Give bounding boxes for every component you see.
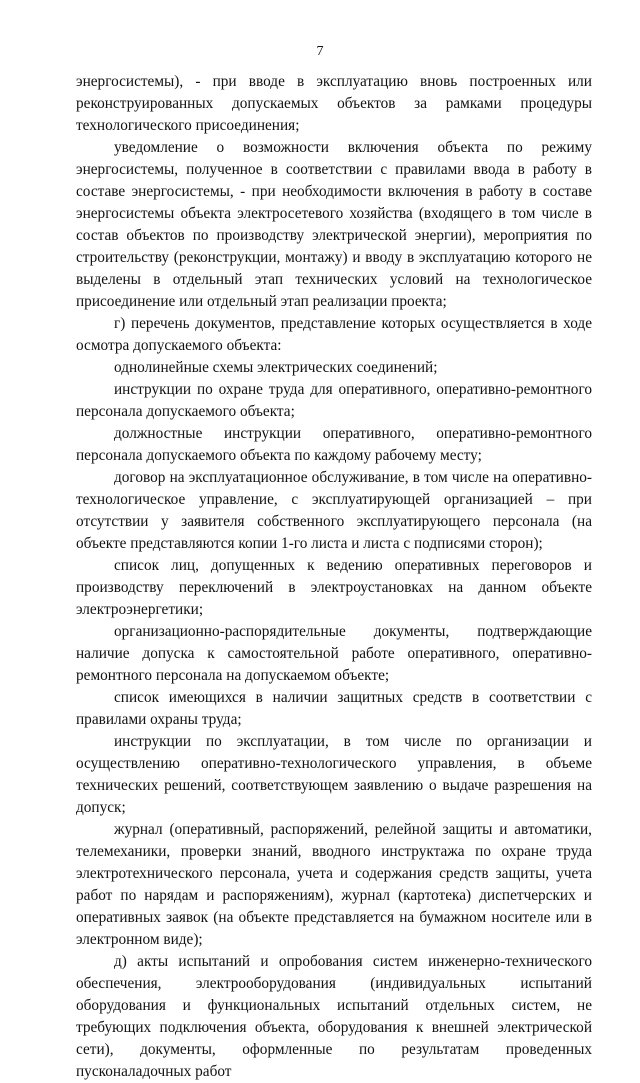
paragraph: журнал (оперативный, распоряжений, релейной защиты и автоматики, телемеханики, проверки знаний, вводного инструктажа по охране труда электротехнического персонала, учета и содержания средств защиты, учета работ по нарядам и распоряжениям), журнал (картотека) диспетчерских и оперативных заявок (на объекте представляется на бумажном носителе или в электронном виде); — [76, 821, 592, 948]
paragraph: д) акты испытаний и опробования систем инженерно-технического обеспечения, электрооборудования (индивидуальных испытаний оборудования и функциональных испытаний отдельных систем, не требующих подключения объекта, оборудования к внешней электрической сети), документы, оформленные по результатам проведенных пусконаладочных работ — [76, 953, 592, 1080]
page-number: 7 — [316, 44, 324, 59]
paragraph: организационно-распорядительные документы, подтверждающие наличие допуска к самостоятельной работе оперативного, оперативно-ремонтного персонала на допускаемом объекте; — [76, 623, 592, 684]
paragraph: однолинейные схемы электрических соединений; — [114, 359, 438, 376]
paragraph: список имеющихся в наличии защитных средств в соответствии с правилами охраны труда; — [76, 689, 592, 728]
paragraph: г) перечень документов, представление которых осуществляется в ходе осмотра допускаемого объекта: — [76, 315, 592, 354]
paragraph: энергосистемы), - при вводе в эксплуатацию вновь построенных или реконструированных допускаемых объектов за рамками процедуры технологического присоединения; — [76, 73, 592, 134]
paragraph: инструкции по охране труда для оперативного, оперативно-ремонтного персонала допускаемого объекта; — [76, 381, 592, 420]
paragraph: список лиц, допущенных к ведению оперативных переговоров и производству переключений в электроустановках на данном объекте электроэнергетики; — [76, 557, 592, 618]
paragraph: уведомление о возможности включения объекта по режиму энергосистемы, полученное в соответствии с правилами ввода в работу в составе энергосистемы, - при необходимости включения в работу в составе энергосистемы объекта электросетевого хозяйства (входящего в том числе в состав объектов по производству электрической энергии), мероприятия по строительству (реконструкции, монтажу) и вводу в эксплуатацию которого не выделены в отдельный этап технических условий на технологическое присоединение или отдельный этап реализации проекта; — [76, 139, 592, 310]
paragraph: должностные инструкции оперативного, оперативно-ремонтного персонала допускаемого объекта по каждому рабочему месту; — [76, 425, 592, 464]
paragraph: инструкции по эксплуатации, в том числе по организации и осуществлению оперативно-технологического управления, в объеме технических решений, соответствующем заявлению о выдаче разрешения на допуск; — [76, 733, 592, 816]
document-body — [76, 71, 592, 1083]
paragraph: договор на эксплуатационное обслуживание, в том числе на оперативно-технологическое управление, с эксплуатирующей организацией – при отсутствии у заявителя собственного эксплуатирующего персонала (на объекте представляются копии 1-го листа и листа с подписями сторон); — [76, 469, 592, 552]
